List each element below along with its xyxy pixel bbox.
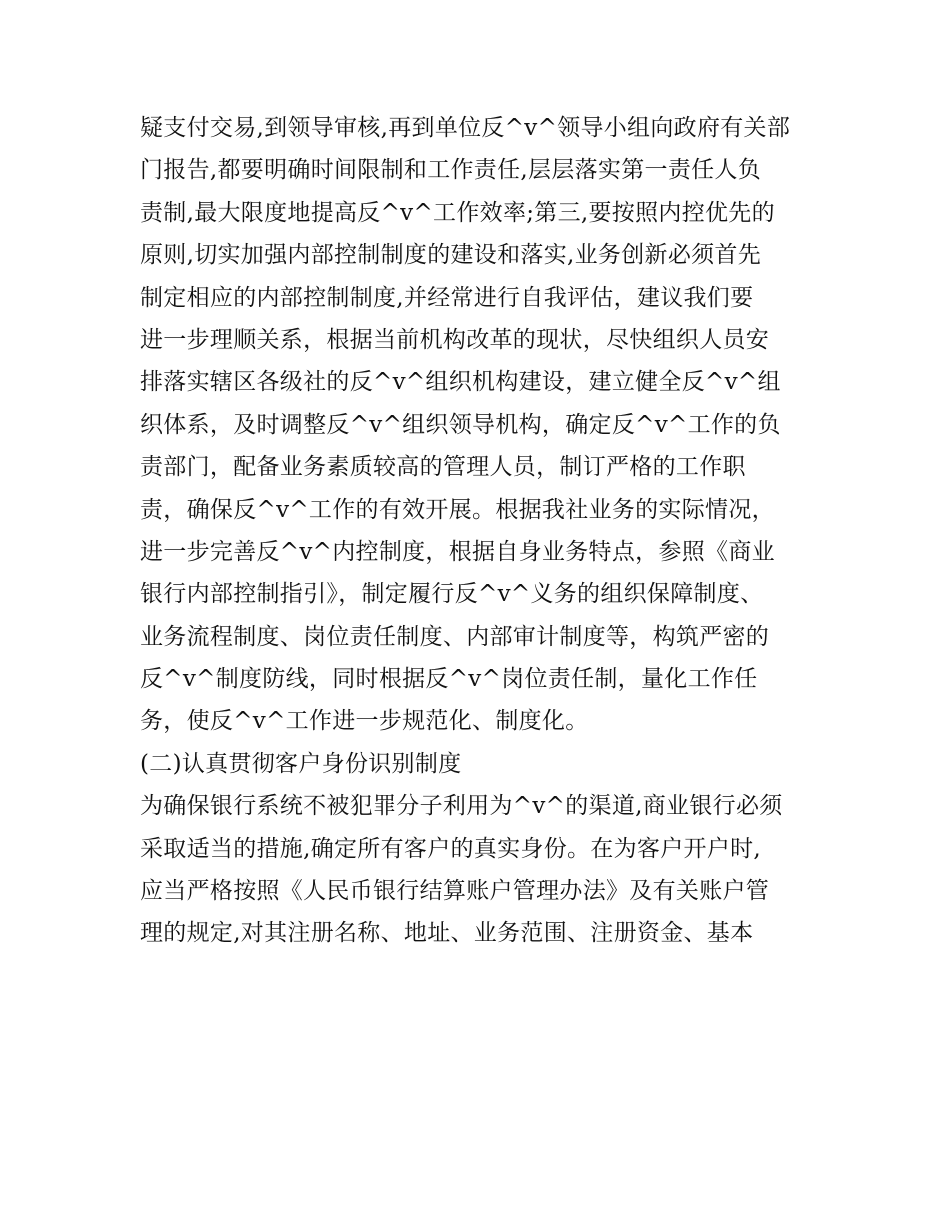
text-line: 银行内部控制指引》，制定履行反^v^义务的组织保障制度、 bbox=[140, 581, 764, 608]
text-line: 应当严格按照《人民币银行结算账户管理办法》及有关账户管 bbox=[140, 878, 770, 905]
text-line: 反^v^制度防线，同时根据反^v^岗位责任制，量化工作任 bbox=[140, 666, 758, 693]
text-line: 原则,切实加强内部控制制度的建设和落实,业务创新必须首先 bbox=[140, 242, 762, 269]
text-line: 织体系，及时调整反^v^组织领导机构，确定反^v^工作的负 bbox=[140, 411, 781, 438]
body-text bbox=[140, 107, 820, 955]
text-line: 为确保银行系统不被犯罪分子利用为^v^的渠道,商业银行必须 bbox=[140, 793, 783, 820]
text-line: 理的规定,对其注册名称、地址、业务范围、注册资金、基本 bbox=[140, 920, 754, 947]
text-line: 疑支付交易,到领导审核,再到单位反^v^领导小组向政府有关部 bbox=[140, 115, 791, 141]
text-line: 业务流程制度、岗位责任制度、内部审计制度等，构筑严密的 bbox=[140, 623, 770, 650]
text-line: 务，使反^v^工作进一步规范化、制度化。 bbox=[140, 708, 589, 735]
text-line: 责，确保反^v^工作的有效开展。根据我社业务的实际情况， bbox=[140, 496, 775, 523]
text-line: 排落实辖区各级社的反^v^组织机构建设，建立健全反^v^组 bbox=[140, 369, 781, 396]
text-line: 责部门，配备业务素质较高的管理人员，制订严格的工作职 bbox=[140, 454, 746, 481]
text-line: 进一步完善反^v^内控制度，根据自身业务特点，参照《商业 bbox=[140, 538, 775, 565]
text-line: 采取适当的措施,确定所有客户的真实身份。在为客户开户时, bbox=[140, 835, 762, 862]
section-heading: (二)认真贯彻客户身份识别制度 bbox=[140, 750, 462, 777]
text-line: 进一步理顺关系，根据当前机构改革的现状，尽快组织人员安 bbox=[140, 326, 770, 353]
text-line: 门报告,都要明确时间限制和工作责任,层层落实第一责任人负 bbox=[140, 157, 762, 184]
text-line: 制定相应的内部控制制度,并经常进行自我评估，建议我们要 bbox=[140, 284, 754, 311]
text-line: 责制,最大限度地提高反^v^工作效率;第三,要按照内控优先的 bbox=[140, 199, 775, 226]
